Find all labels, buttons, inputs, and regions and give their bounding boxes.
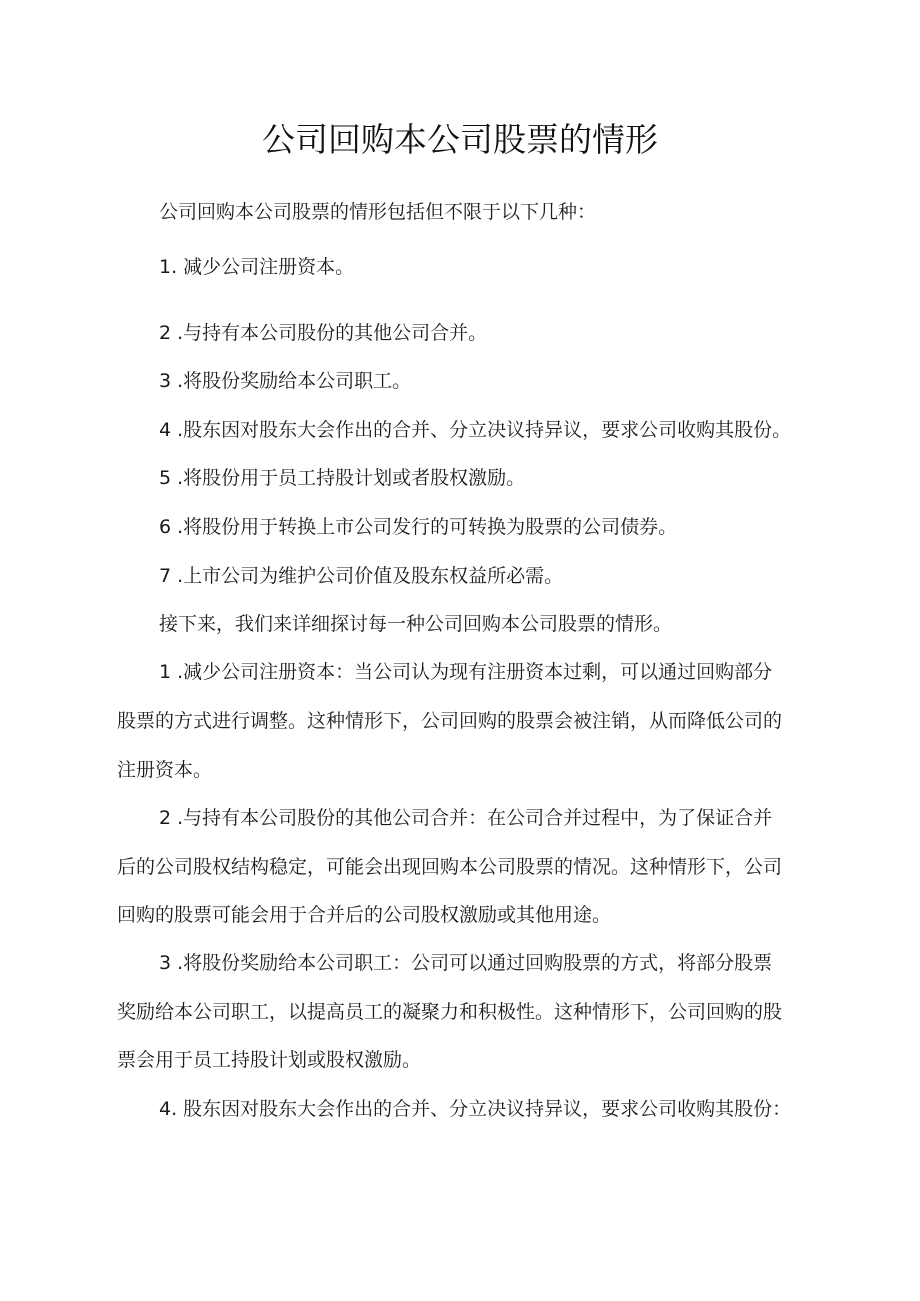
list-item: 2 .与持有本公司股份的其他公司合并。 (159, 322, 488, 344)
list-item: 4 .股东因对股东大会作出的合并、分立决议持异议，要求公司收购其股份。 (159, 419, 792, 441)
list-item: 6 .将股份用于转换上市公司发行的可转换为股票的公司债券。 (159, 516, 678, 538)
detail-line: 4. 股东因对股东大会作出的合并、分立决议持异议，要求公司收购其股份： (159, 1098, 792, 1120)
list-item: 5 .将股份用于员工持股计划或者股权激励。 (159, 467, 526, 489)
detail-line: 股票的方式进行调整。这种情形下，公司回购的股票会被注销，从而降低公司的 (117, 710, 783, 732)
transition-paragraph: 接下来，我们来详细探讨每一种公司回购本公司股票的情形。 (159, 613, 673, 635)
list-item: 7 .上市公司为维护公司价值及股东权益所必需。 (159, 565, 564, 587)
detail-line: 票会用于员工持股计划或股权激励。 (117, 1049, 422, 1071)
detail-line: 1 .减少公司注册资本：当公司认为现有注册资本过剩，可以通过回购部分 (159, 661, 773, 683)
detail-line: 回购的股票可能会用于合并后的公司股权激励或其他用途。 (117, 904, 612, 926)
detail-line: 2 .与持有本公司股份的其他公司合并：在公司合并过程中，为了保证合并 (159, 807, 773, 829)
list-item: 1. 减少公司注册资本。 (159, 256, 355, 278)
detail-line: 注册资本。 (117, 759, 213, 781)
detail-line: 3 .将股份奖励给本公司职工：公司可以通过回购股票的方式，将部分股票 (159, 952, 773, 974)
intro-paragraph: 公司回购本公司股票的情形包括但不限于以下几种： (159, 201, 597, 223)
page-title: 公司回购本公司股票的情形 (262, 120, 658, 159)
detail-line: 奖励给本公司职工，以提高员工的凝聚力和积极性。这种情形下，公司回购的股 (117, 1001, 783, 1023)
detail-line: 后的公司股权结构稳定，可能会出现回购本公司股票的情况。这种情形下，公司 (117, 856, 783, 878)
list-item: 3 .将股份奖励给本公司职工。 (159, 370, 412, 392)
